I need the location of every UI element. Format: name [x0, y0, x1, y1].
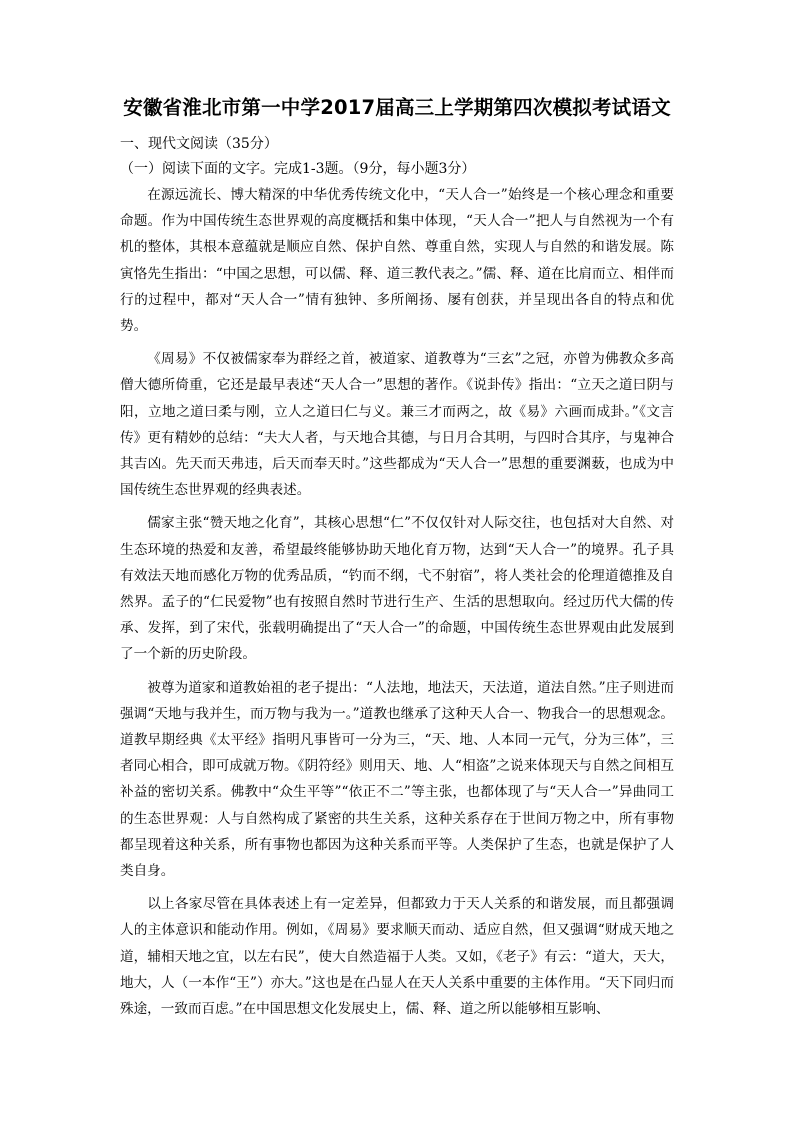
subsection-heading: （一）阅读下面的文字。完成1-3题。（9分，每小题3分）: [120, 161, 476, 177]
reading-passage: [120, 182, 674, 1029]
section-heading: 一、现代文阅读（35分）: [120, 136, 278, 152]
document-title: 安徽省淮北市第一中学2017届高三上学期第四次模拟考试语文: [123, 96, 671, 119]
paragraph-2: 《周易》不仅被儒家奉为群经之首，被道家、道教尊为“三玄”之冠，亦曾为佛教众多高僧大德所倚重，它还是最早表述“天人合一”思想的著作。《说卦传》指出：“立天之道曰阴与阳，立地之道曰柔与刚，立人之道曰仁与义。兼三才而两之，故《易》六画而成卦。”《文言传》更有精妙的总结：“夫大人者，与天地合其德，与日月合其明，与四时合其序，与鬼神合其吉凶。先天而天弗违，后天而奉天时。”这些都成为“天人合一”思想的重要渊薮，也成为中国传统生态世界观的经典表述。: [120, 351, 674, 499]
paragraph-3: 儒家主张“赞天地之化育”，其核心思想“仁”不仅仅针对人际交往，也包括对大自然、对生态环境的热爱和友善，希望最终能够协助天地化育万物，达到“天人合一”的境界。孔子具有效法天地而感化万物的优秀品质，“钓而不纲，弋不射宿”，将人类社会的伦理道德推及自然界。孟子的“仁民爱物”也有按照自然时节进行生产、生活的思想取向。经过历代大儒的传承、发挥，到了宋代，张载明确提出了“天人合一”的命题，中国传统生态世界观由此发展到了一个新的历史阶段。: [120, 515, 674, 663]
paragraph-5: 以上各家尽管在具体表述上有一定差异，但都致力于天人关系的和谐发展，而且都强调人的主体意识和能动作用。例如，《周易》要求顺天而动、适应自然，但又强调“财成天地之道，辅相天地之宜，以左右民”，使大自然造福于人类。又如，《老子》有云：“道大，天大，地大，人（一本作“王”）亦大。”这也是在凸显人在天人关系中重要的主体作用。“天下同归而殊途，一致而百虑。”在中国思想文化发展史上，儒、释、道之所以能够相互影响、: [120, 896, 674, 1018]
paragraph-4: 被尊为道家和道教始祖的老子提出：“人法地，地法天，天法道，道法自然。”庄子则进而强调“天地与我并生，而万物与我为一。”道教也继承了这种天人合一、物我合一的思想观念。道教早期经典《太平经》指明凡事皆可一分为三，“天、地、人本同一元气，分为三体”，三者同心相合，即可成就万物。《阴符经》则用天、地、人“相盗”之说来体现天与自然之间相互补益的密切关系。佛教中“众生平等”“依正不二”等主张，也都体现了与“天人合一”异曲同工的生态世界观：人与自然构成了紧密的共生关系，这种关系存在于世间万物之中，所有事物都呈现着这种关系，所有事物也都因为这种关系而平等。人类保护了生态，也就是保护了人类自身。: [120, 679, 674, 880]
paragraph-1: 在源远流长、博大精深的中华优秀传统文化中，“天人合一”始终是一个核心理念和重要命题。作为中国传统生态世界观的高度概括和集中体现，“天人合一”把人与自然视为一个有机的整体，其根本意蕴就是顺应自然、保护自然、尊重自然，实现人与自然的和谐发展。陈寅恪先生指出：“中国之思想，可以儒、释、道三教代表之。”儒、释、道在比肩而立、相伴而行的过程中，都对“天人合一”情有独钟、多所阐扬、屡有创获，并呈现出各自的特点和优势。: [120, 187, 674, 335]
